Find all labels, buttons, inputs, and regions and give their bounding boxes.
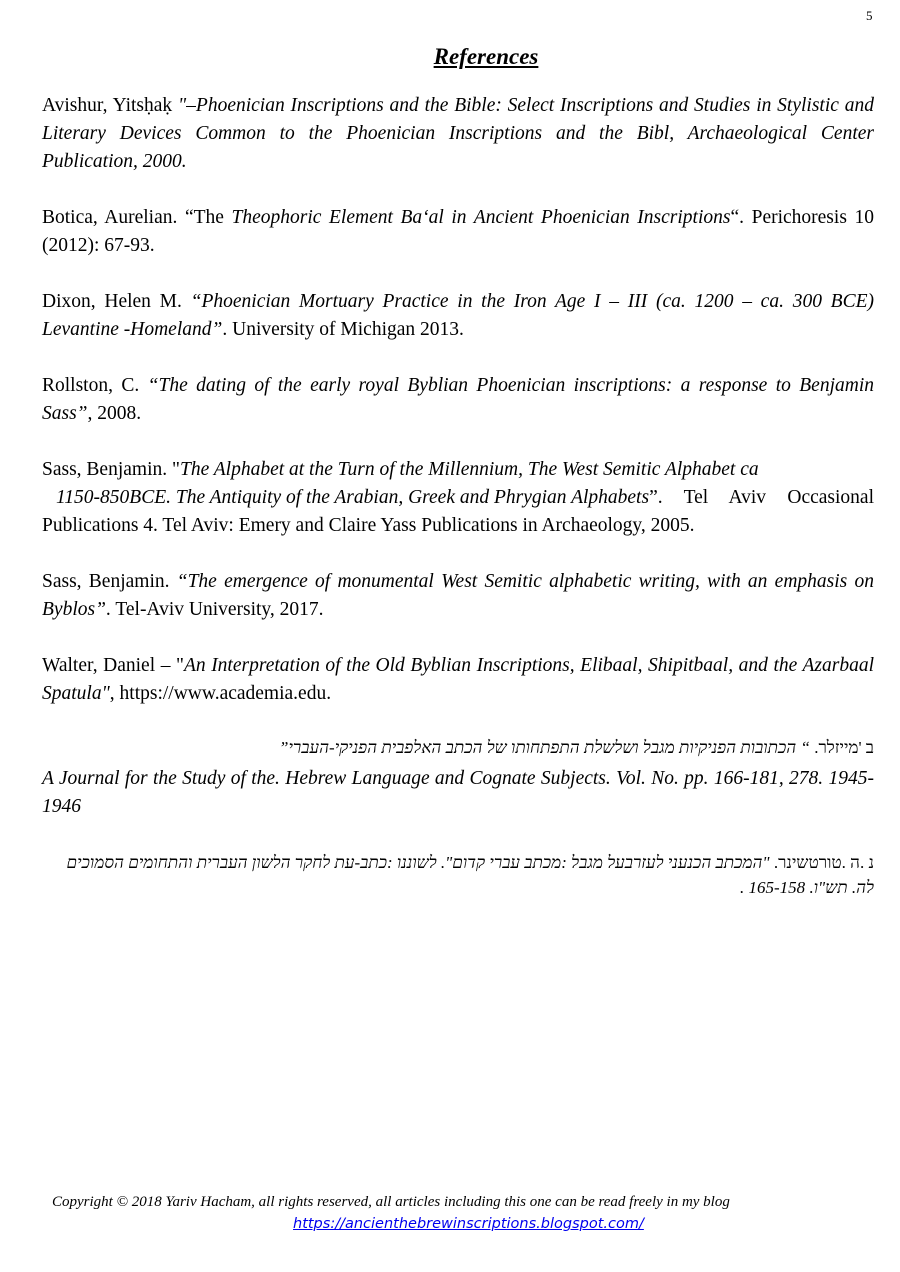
reference-avishur <box>42 92 874 176</box>
ref-rest: ”. Tel Aviv Occasional Publications 4. Tel Aviv: Emery and Claire Yass Publications in Archaeology, 2005. <box>42 487 874 536</box>
ref-author: Walter, Daniel <box>42 655 156 676</box>
reference-dixon <box>42 288 874 344</box>
page-title: References <box>433 44 539 69</box>
ref-rest: , https://www.academia.edu. <box>109 683 332 704</box>
ref-title-line1: The Alphabet at the Turn of the Millennium, The West Semitic Alphabet ca <box>179 459 759 480</box>
ref-title: “The emergence of monumental West Semitic alphabetic writing, with an emphasis on Byblos” <box>42 571 874 620</box>
ref-author: Botica, Aurelian. <box>42 207 178 228</box>
page-number: 5 <box>866 8 873 23</box>
reference-torczyner-hebrew <box>42 850 874 900</box>
reference-botica <box>42 204 874 260</box>
ref-rest: . Tel-Aviv University, 2017. <box>105 599 324 620</box>
ref-title: Phoenician Mortuary Practice in the Iron Age I – III (ca. 1200 – ca. 300 BCE) Levantine -Homeland” <box>42 291 874 340</box>
ref-rest: , 2008. <box>87 403 142 424</box>
ref-author: Avishur, Yitsḥaḳ <box>42 95 173 116</box>
ref-author: Dixon, Helen M. <box>42 291 182 312</box>
footer-blog-link[interactable]: https://ancienthebrewinscriptions.blogspot.com/ <box>293 1216 644 1232</box>
ref-author: Rollston, C. <box>42 375 140 396</box>
ref-open: “The <box>177 207 232 228</box>
ref-title-line2: 1150-850BCE. The Antiquity of the Arabian, Greek and Phrygian Alphabets <box>56 487 650 508</box>
ref-journal: A Journal for the Study of the. Hebrew Language and Cognate Subjects. Vol. No. pp. 166-181, 278. 1945-1946 <box>42 768 874 817</box>
ref-author: נ .ה .טורטשינר. <box>773 853 874 872</box>
ref-open: – " <box>155 655 184 676</box>
ref-title: An Interpretation of the Old Byblian Inscriptions, Elibaal, Shipitbaal, and the Azarbaal Spatula" <box>42 655 874 704</box>
reference-sass-2017 <box>42 568 874 624</box>
reference-maisler-journal <box>42 765 874 821</box>
ref-author: Sass, Benjamin. <box>42 459 168 480</box>
ref-rest: “. Perichoresis 10 (2012): 67-93. <box>42 207 874 256</box>
ref-open: " <box>167 459 180 480</box>
reference-walter <box>42 652 874 708</box>
footer-copyright: Copyright © 2018 Yariv Hacham, all rights reserved, all articles including this one can be read freely in my blog <box>52 1194 730 1210</box>
ref-author: Sass, Benjamin. <box>42 571 170 592</box>
ref-title: “ הכתובות הפניקיות מגבל ושלשלת התפתחותו של הכתב האלפבית הפניקי-העברי” <box>279 738 815 757</box>
ref-sep: " <box>172 95 187 116</box>
ref-rest: . University of Michigan 2013. <box>222 319 464 340</box>
ref-open: “ <box>181 291 202 312</box>
ref-title: "המכתב הכנעני לעזרבעל מגבל :מכתב עברי קדום". לשוננו :כתב-עת לחקר הלשון העברית והתחומים הסמוכים לה. תש"ו. 165-158 . <box>66 853 874 897</box>
reference-maisler-hebrew <box>42 736 874 760</box>
reference-rollston <box>42 372 874 428</box>
reference-sass-2005 <box>42 456 874 540</box>
ref-author: ב 'מייזלר. <box>814 738 874 757</box>
ref-title: Theophoric Element Ba‘al in Ancient Phoenician Inscriptions <box>231 207 731 228</box>
ref-title: –Phoenician Inscriptions and the Bible: Select Inscriptions and Studies in Stylistic and Literary Devices Common to the Phoenician Inscriptions and the Bibl, Archaeological Center Publication, 2000. <box>42 95 874 172</box>
ref-title: “The dating of the early royal Byblian Phoenician inscriptions: a response to Benjamin Sass” <box>42 375 874 424</box>
